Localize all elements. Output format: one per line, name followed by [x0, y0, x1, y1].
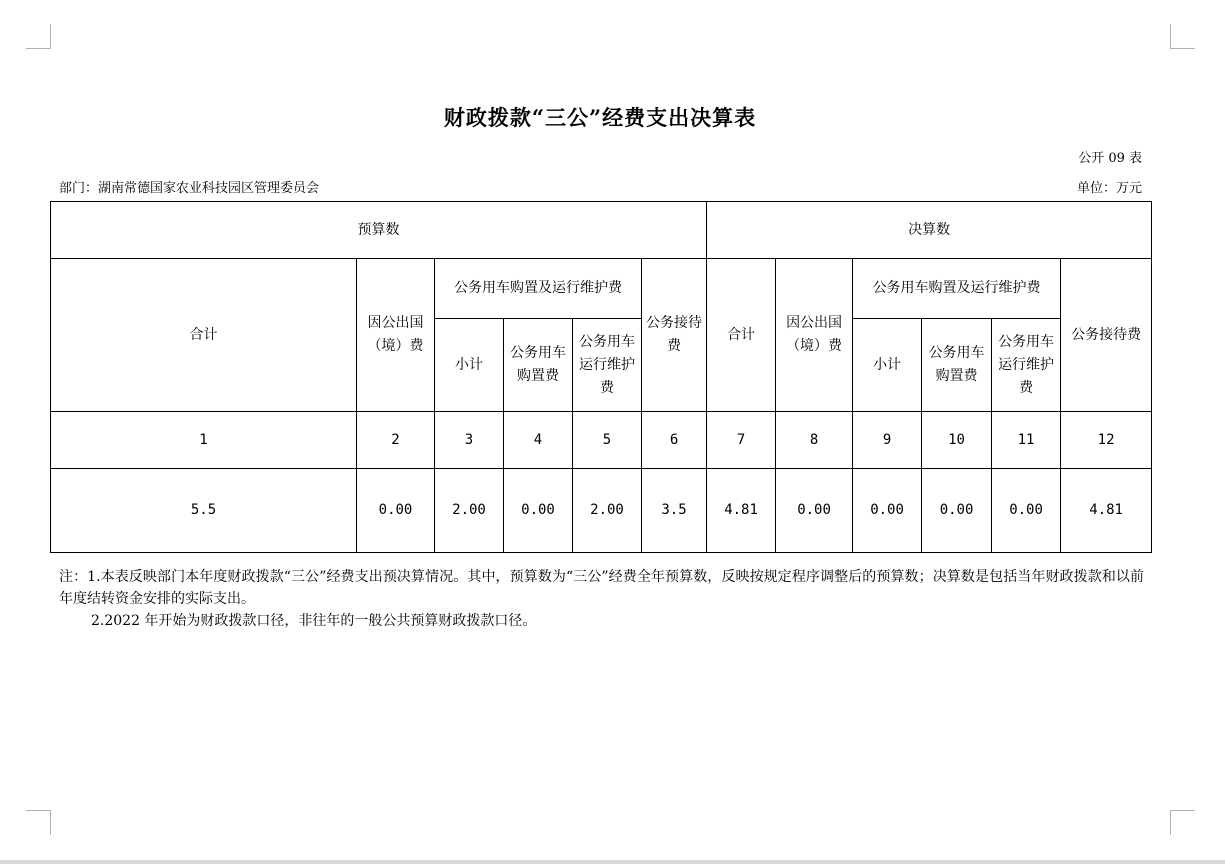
budget-total-header: 合计: [51, 259, 357, 412]
budget-abroad-header: 因公出国（境）费: [357, 259, 435, 412]
table-cell: 7: [707, 412, 776, 469]
actual-vehicle-purchase-header: 公务用车购置费: [922, 319, 992, 412]
table-cell: 11: [992, 412, 1061, 469]
document-title: 财政拨款“三公”经费支出决算表: [443, 105, 757, 130]
table-cell: 8: [776, 412, 853, 469]
budget-subtotal-header: 小计: [435, 319, 504, 412]
budget-vehicle-purchase-header: 公务用车购置费: [504, 319, 573, 412]
table-cell: 0.00: [853, 469, 922, 553]
unit-label: 单位：万元: [1076, 181, 1142, 196]
budget-header: 预算数: [51, 202, 707, 259]
table-cell: 5: [573, 412, 642, 469]
actual-reception-header: 公务接待费: [1061, 259, 1152, 412]
table-cell: 3.5: [642, 469, 707, 553]
table-cell: 5.5: [51, 469, 357, 553]
table-cell: 4.81: [1061, 469, 1152, 553]
table-cell: 6: [642, 412, 707, 469]
table-cell: 0.00: [776, 469, 853, 553]
note-2: 2.2022 年开始为财政拨款口径，非往年的一般公共预算财政拨款口径。: [91, 613, 537, 629]
table-cell: 3: [435, 412, 504, 469]
table-row-values: [51, 469, 1152, 553]
crop-mark-top-left: [26, 24, 51, 49]
budget-vehicle-operation-header: 公务用车运行维护费: [573, 319, 642, 412]
table-cell: 2.00: [573, 469, 642, 553]
table-cell: 0.00: [357, 469, 435, 553]
department-label: 部门：湖南常德国家农业科技园区管理委员会: [59, 181, 320, 196]
table-cell: 9: [853, 412, 922, 469]
table-row-index: [51, 412, 1152, 469]
crop-mark-bottom-left: [26, 810, 51, 835]
table-header-row-1: [51, 202, 1152, 259]
table-cell: 0.00: [922, 469, 992, 553]
table-cell: 1: [51, 412, 357, 469]
actual-abroad-header: 因公出国（境）费: [776, 259, 853, 412]
actual-total-header: 合计: [707, 259, 776, 412]
form-number: 公开 09 表: [1078, 151, 1142, 166]
expense-table: [50, 201, 1152, 553]
actual-subtotal-header: 小计: [853, 319, 922, 412]
budget-vehicle-group-header: 公务用车购置及运行维护费: [435, 259, 642, 319]
actual-vehicle-group-header: 公务用车购置及运行维护费: [853, 259, 1061, 319]
crop-mark-bottom-right: [1170, 810, 1195, 835]
table-cell: 2.00: [435, 469, 504, 553]
table-cell: 10: [922, 412, 992, 469]
page-bottom-edge: [0, 860, 1225, 864]
crop-mark-top-right: [1170, 24, 1195, 49]
table-notes: [59, 566, 1144, 632]
table-cell: 4.81: [707, 469, 776, 553]
table-cell: 4: [504, 412, 573, 469]
actual-vehicle-operation-header: 公务用车运行维护费: [992, 319, 1061, 412]
table-cell: 0.00: [504, 469, 573, 553]
table-cell: 12: [1061, 412, 1152, 469]
actual-header: 决算数: [707, 202, 1152, 259]
budget-reception-header: 公务接待费: [642, 259, 707, 412]
note-1: 注：1.本表反映部门本年度财政拨款“三公”经费支出预决算情况。其中，预算数为“三公”经费全年预算数，反映按规定程序调整后的预算数；决算数是包括当年财政拨款和以前年度结转资金安排的实际支出。: [59, 569, 1144, 607]
table-header-row-2: [51, 259, 1152, 319]
table-cell: 0.00: [992, 469, 1061, 553]
table-cell: 2: [357, 412, 435, 469]
